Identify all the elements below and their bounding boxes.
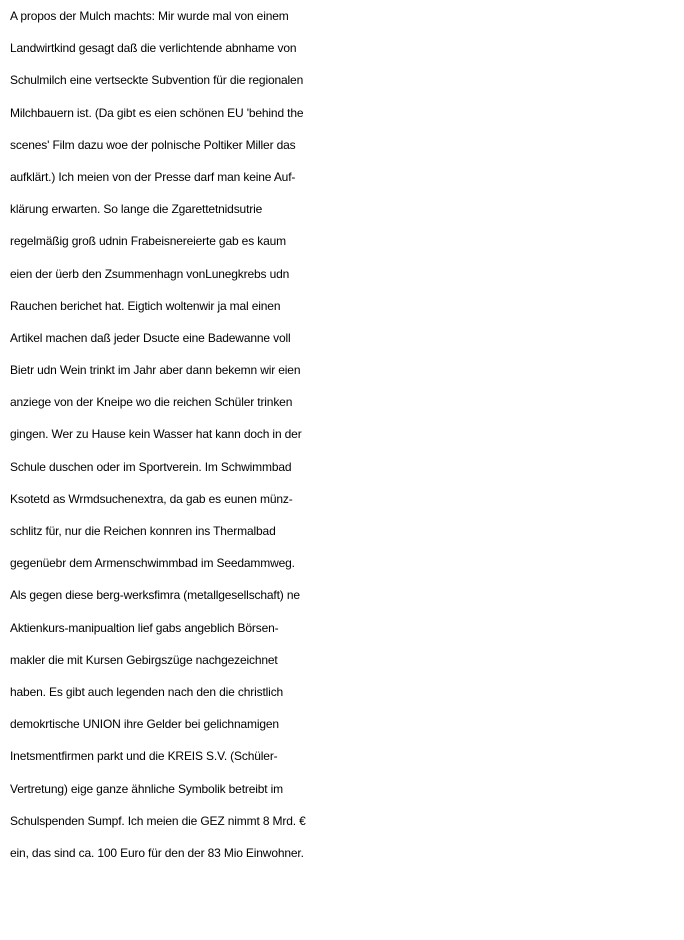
text-line: Schulspenden Sumpf. Ich meien die GEZ nimmt 8 Mrd. € — [10, 813, 306, 828]
text-line: Vertretung) eige ganze ähnliche Symbolik betreibt im — [10, 781, 284, 796]
text-line: Landwirtkind gesagt daß die verlichtende abnhame von — [10, 41, 297, 56]
text-line: ein, das sind ca. 100 Euro für den der 83 Mio Einwohner. — [10, 845, 304, 860]
text-line: gingen. Wer zu Hause kein Wasser hat kann doch in der — [10, 427, 302, 442]
text-line: Inetsmentfirmen parkt und die KREIS S.V. (Schüler- — [10, 749, 278, 764]
text-line: Als gegen diese berg-werksfimra (metallgesellschaft) ne — [10, 588, 300, 603]
text-line: demokrtische UNION ihre Gelder bei gelichnamigen — [10, 717, 279, 732]
text-line: Schulmilch eine vertseckte Subvention für die regionalen — [10, 73, 304, 88]
text-line: haben. Es gibt auch legenden nach den die christlich — [10, 684, 284, 699]
text-line: Milchbauern ist. (Da gibt es eien schönen EU 'behind the — [10, 105, 304, 120]
text-line: scenes' Film dazu woe der polnische Poltiker Miller das — [10, 137, 296, 152]
text-line: Schule duschen oder im Sportverein. Im Schwimmbad — [10, 459, 292, 474]
text-line: A propos der Mulch machts: Mir wurde mal von einem — [10, 9, 289, 23]
text-line: schlitz für, nur die Reichen konnren ins Thermalbad — [10, 524, 276, 538]
text-line: klärung erwarten. So lange die Zgarettetnidsutrie — [10, 202, 263, 217]
text-line: gegenüebr dem Armenschwimmbad im Seedammweg. — [10, 556, 295, 571]
text-line: aufklärt.) Ich meien von der Presse darf man keine Auf- — [10, 169, 296, 184]
text-line: anziege von der Kneipe wo die reichen Schüler trinken — [10, 395, 293, 410]
text-line: Artikel machen daß jeder Dsucte eine Badewanne voll — [10, 330, 291, 345]
text-line: regelmäßig groß udnin Frabeisnereierte gab es kaum — [10, 234, 286, 249]
text-line: Bietr udn Wein trinkt im Jahr aber dann bekemn wir eien — [10, 363, 301, 378]
text-line: Aktienkurs-manipualtion lief gabs angeblich Börsen- — [10, 620, 279, 635]
text-line: makler die mit Kursen Gebirgszüge nachgezeichnet — [10, 652, 278, 667]
text-line: Rauchen berichet hat. Eigtich woltenwir ja mal einen — [10, 298, 281, 313]
text-line: eien der üerb den Zsummenhagn vonLunegkrebs udn — [10, 266, 290, 281]
document-text — [10, 0, 680, 869]
text-line: Ksotetd as Wrmdsuchenextra, da gab es eunen münz- — [10, 491, 293, 506]
